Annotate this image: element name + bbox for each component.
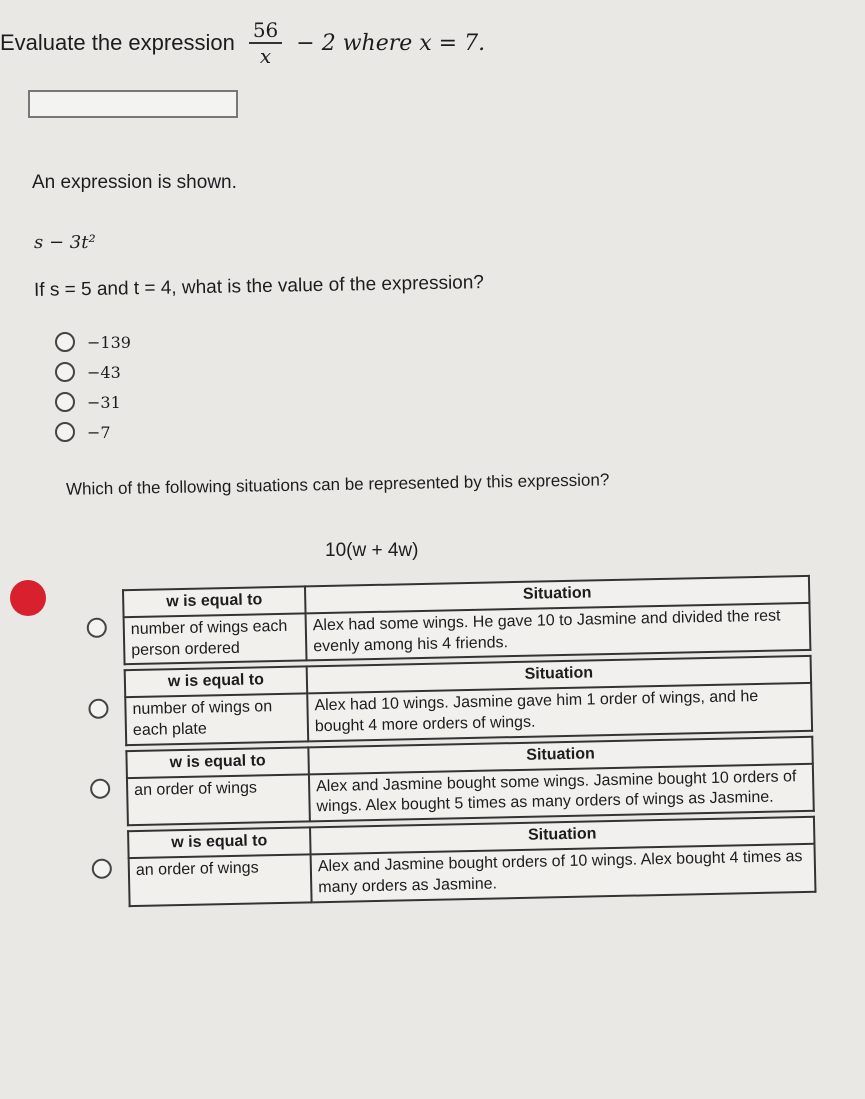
situation-text: Alex had 10 wings. Jasmine gave him 1 order of wings, and he bought 4 more orders of wings. — [307, 683, 812, 741]
radio-button[interactable] — [92, 859, 112, 879]
choice-table — [124, 655, 813, 746]
radio-button[interactable] — [87, 618, 107, 638]
choice-3[interactable] — [89, 736, 814, 828]
question-1 — [0, 18, 485, 68]
radio-button[interactable] — [55, 332, 75, 352]
option-2[interactable] — [55, 357, 131, 387]
choice-4[interactable] — [91, 816, 816, 908]
record-indicator-icon — [10, 580, 46, 616]
option-3[interactable] — [55, 387, 131, 417]
q2-question: If s = 5 and t = 4, what is the value of the expression? — [33, 272, 485, 301]
situation-header: Situation — [308, 737, 812, 774]
situation-header: Situation — [310, 817, 814, 854]
option-label: −31 — [87, 392, 121, 412]
choice-2[interactable] — [88, 655, 813, 747]
radio-button[interactable] — [55, 392, 75, 412]
situation-header: Situation — [305, 576, 809, 613]
answer-input[interactable] — [28, 90, 238, 118]
situation-text: Alex and Jasmine bought orders of 10 wings. Alex bought 4 times as many orders as Jasmine. — [311, 844, 816, 902]
choice-table — [127, 816, 816, 907]
radio-button[interactable] — [55, 362, 75, 382]
option-label: −7 — [87, 422, 111, 442]
numerator: 56 — [249, 18, 282, 44]
radio-button[interactable] — [90, 779, 110, 799]
q2-intro: An expression is shown. — [32, 172, 237, 193]
q1-prompt: Evaluate the expression — [0, 30, 235, 55]
radio-button[interactable] — [88, 698, 108, 718]
w-header: w is equal to — [126, 747, 309, 778]
option-1[interactable] — [55, 327, 131, 357]
option-label: −139 — [87, 332, 131, 352]
w-header: w is equal to — [123, 586, 306, 617]
w-value: an order of wings — [129, 854, 312, 905]
choice-1[interactable] — [86, 575, 811, 667]
q2-expression: s − 3t² — [34, 232, 96, 253]
q3-expression: 10(w + 4w) — [325, 540, 419, 561]
q3-choices — [86, 575, 816, 908]
situation-text: Alex had some wings. He gave 10 to Jasmine and divided the rest evenly among his 4 friends. — [306, 603, 811, 661]
q3-question: Which of the following situations can be represented by this expression? — [65, 470, 610, 499]
denominator: x — [259, 44, 272, 68]
choice-table — [125, 736, 814, 827]
w-value: an order of wings — [127, 774, 310, 825]
w-header: w is equal to — [125, 667, 308, 698]
radio-button[interactable] — [55, 422, 75, 442]
option-label: −43 — [87, 362, 121, 382]
choice-table — [122, 575, 811, 666]
w-header: w is equal to — [128, 828, 311, 859]
fraction — [249, 18, 282, 68]
w-value: number of wings each person ordered — [124, 613, 307, 664]
w-value: number of wings on each plate — [125, 694, 308, 745]
situation-text: Alex and Jasmine bought some wings. Jasmine bought 10 orders of wings. Alex bought 5 times as many orders of wings as Jasmine. — [309, 763, 814, 821]
situation-header: Situation — [307, 656, 811, 693]
q1-rest: − 2 where x = 7. — [296, 30, 486, 56]
q2-options — [55, 327, 131, 447]
option-4[interactable] — [55, 417, 131, 447]
